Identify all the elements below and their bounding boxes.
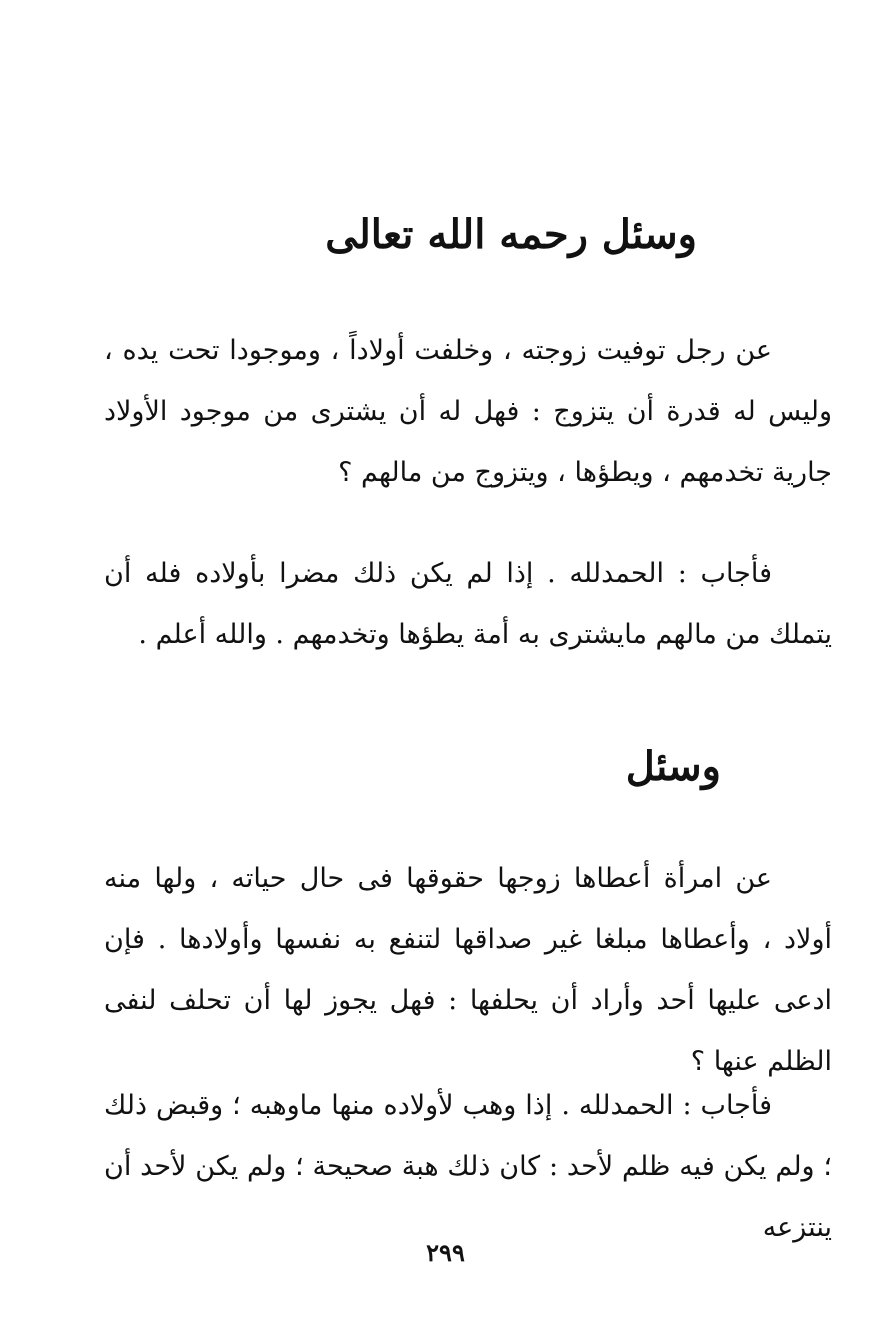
question-paragraph-2: عن امرأة أعطاها زوجها حقوقها فى حال حياته ، ولها منه أولاد ، وأعطاها مبلغا غير صداقها لتنفع به نفسها وأولادها . فإن ادعى عليها أحد وأراد أن يحلفها : فهل يجوز لها أن تحلف لنفى الظلم عنها ؟ [104, 863, 832, 1077]
page-number: ٢٩٩ [426, 1238, 465, 1267]
section-heading-2: وسئل [625, 743, 721, 790]
answer-paragraph-1: فأجاب : الحمدلله . إذا لم يكن ذلك مضرا بأولاده فله أن يتملك من مالهم مايشترى به أمة يطؤها وتخدمهم . والله أعلم . [104, 558, 832, 650]
section-heading-1: وسئل رحمه الله تعالى [325, 211, 697, 258]
question-paragraph-1: عن رجل توفيت زوجته ، وخلفت أولاداً ، وموجودا تحت يده ، وليس له قدرة أن يتزوج : فهل له أن يشترى من موجود الأولاد جارية تخدمهم ، ويطؤها ، ويتزوج من مالهم ؟ [104, 335, 832, 488]
answer-paragraph-2: فأجاب : الحمدلله . إذا وهب لأولاده منها ماوهبه ؛ وقبض ذلك ؛ ولم يكن فيه ظلم لأحد : كان ذلك هبة صحيحة ؛ ولم يكن لأحد أن ينتزعه [104, 1090, 832, 1243]
